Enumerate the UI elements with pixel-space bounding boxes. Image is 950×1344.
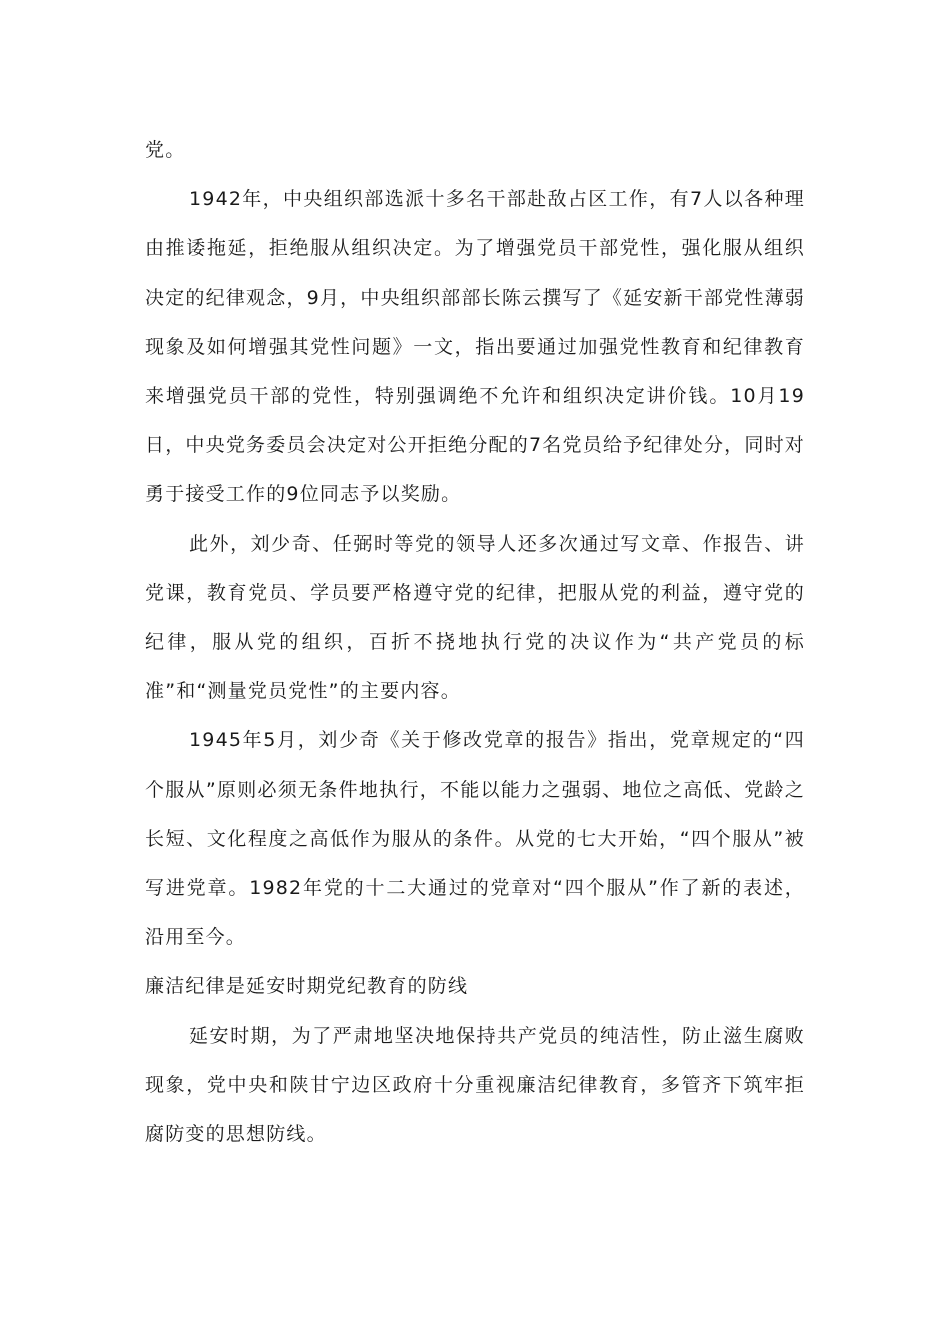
section-heading: 廉洁纪律是延安时期党纪教育的防线 [145, 975, 469, 998]
document-body [145, 126, 805, 1159]
paragraph-continuation: 党。 [145, 139, 186, 161]
paragraph-integrity-discipline: 延安时期，为了严肃地坚决地保持共产党员的纯洁性，防止滋生腐败现象，党中央和陕甘宁边区政府十分重视廉洁纪律教育，多管齐下筑牢拒腐防变的思想防线。 [145, 1024, 805, 1146]
paragraph-1942-cadre-dispatch: 1942年，中央组织部选派十多名干部赴敌占区工作，有7人以各种理由推诿拖延，拒绝服从组织决定。为了增强党员干部党性，强化服从组织决定的纪律观念，9月，中央组织部部长陈云撰写了《延安新干部党性薄弱现象及如何增强其党性问题》一文，指出要通过加强党性教育和纪律教育来增强党员干部的党性，特别强调绝不允许和组织决定讲价钱。10月19日，中央党务委员会决定对公开拒绝分配的7名党员给予纪律处分，同时对勇于接受工作的9位同志予以奖励。 [145, 188, 805, 506]
paragraph-leaders-education: 此外，刘少奇、任弼时等党的领导人还多次通过写文章、作报告、讲党课，教育党员、学员要严格遵守党的纪律，把服从党的利益，遵守党的纪律，服从党的组织，百折不挠地执行党的决议作为“共产党员的标准”和“测量党员党性”的主要内容。 [145, 532, 805, 703]
paragraph-1945-party-constitution: 1945年5月，刘少奇《关于修改党章的报告》指出，党章规定的“四个服从”原则必须无条件地执行，不能以能力之强弱、地位之高低、党龄之长短、文化程度之高低作为服从的条件。从党的七大开始，“四个服从”被写进党章。1982年党的十二大通过的党章对“四个服从”作了新的表述，沿用至今。 [145, 729, 805, 949]
